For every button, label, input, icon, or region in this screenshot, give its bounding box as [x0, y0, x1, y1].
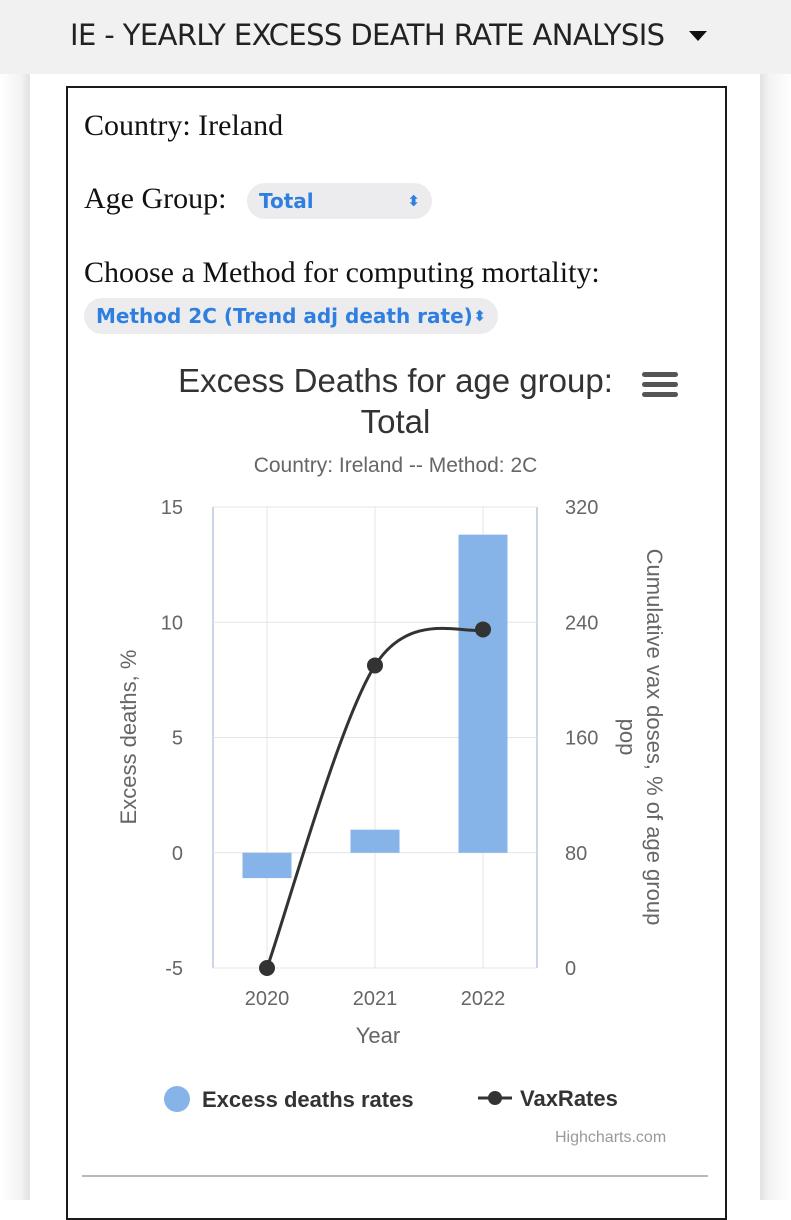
- legend-excess-label: Excess deaths rates: [202, 1087, 414, 1112]
- method-label: Choose a Method for computing mortality:: [84, 256, 600, 289]
- x-axis-title: Year: [355, 1023, 401, 1048]
- legend-item-vax[interactable]: [478, 1086, 618, 1112]
- chart-title-line2: Total: [360, 403, 431, 440]
- select-chevron-icon: ⬍: [473, 307, 486, 325]
- x-tick-label: 2021: [352, 988, 398, 1010]
- divider: [82, 1175, 708, 1177]
- x-tick-label: 2022: [460, 988, 506, 1010]
- vax-point-2020: [259, 960, 275, 976]
- page-title: IE - YEARLY EXCESS DEATH RATE ANALYSIS: [70, 18, 665, 52]
- y2-tick-label: 0: [565, 958, 577, 980]
- legend-bar-swatch-icon: [164, 1086, 190, 1112]
- chart-title-line1: Excess Deaths for age group:: [178, 362, 613, 399]
- y2-tick-label: 320: [565, 497, 599, 519]
- legend-item-excess[interactable]: [164, 1086, 414, 1113]
- y-tick-label: 0: [171, 842, 183, 865]
- age-group-label: Age Group:: [84, 182, 227, 215]
- y-tick-label: 5: [171, 727, 183, 750]
- y-tick-label: 15: [160, 497, 183, 519]
- bar-2021: [351, 830, 400, 853]
- vax-point-2022: [475, 621, 491, 637]
- x-tick-label: 2020: [244, 988, 290, 1010]
- y2-tick-label: 240: [565, 612, 599, 635]
- select-chevron-icon: ⬍: [407, 192, 420, 210]
- y2-axis-title-line2: pop: [615, 718, 640, 756]
- vax-point-2021: [367, 657, 383, 673]
- highcharts-credits[interactable]: Highcharts.com: [555, 1129, 667, 1146]
- y-tick-label: -5: [165, 958, 183, 980]
- y2-tick-label: 160: [565, 727, 599, 750]
- bar-2020: [243, 853, 292, 878]
- country-label: Country: Ireland: [84, 109, 284, 142]
- bar-2022: [459, 535, 508, 853]
- y2-axis-title-line1: Cumulative vax doses, % of age group: [642, 548, 667, 926]
- y2-tick-label: 80: [565, 842, 588, 865]
- chart-subtitle: Country: Ireland -- Method: 2C: [253, 454, 538, 477]
- method-value: Method 2C (Trend adj death rate): [96, 304, 473, 328]
- y-tick-label: 10: [160, 612, 183, 635]
- y-axis-title: Excess deaths, %: [116, 649, 141, 825]
- legend-line-swatch-icon: [478, 1088, 512, 1108]
- legend-vax-label: VaxRates: [520, 1086, 618, 1111]
- age-group-value: Total: [259, 189, 314, 213]
